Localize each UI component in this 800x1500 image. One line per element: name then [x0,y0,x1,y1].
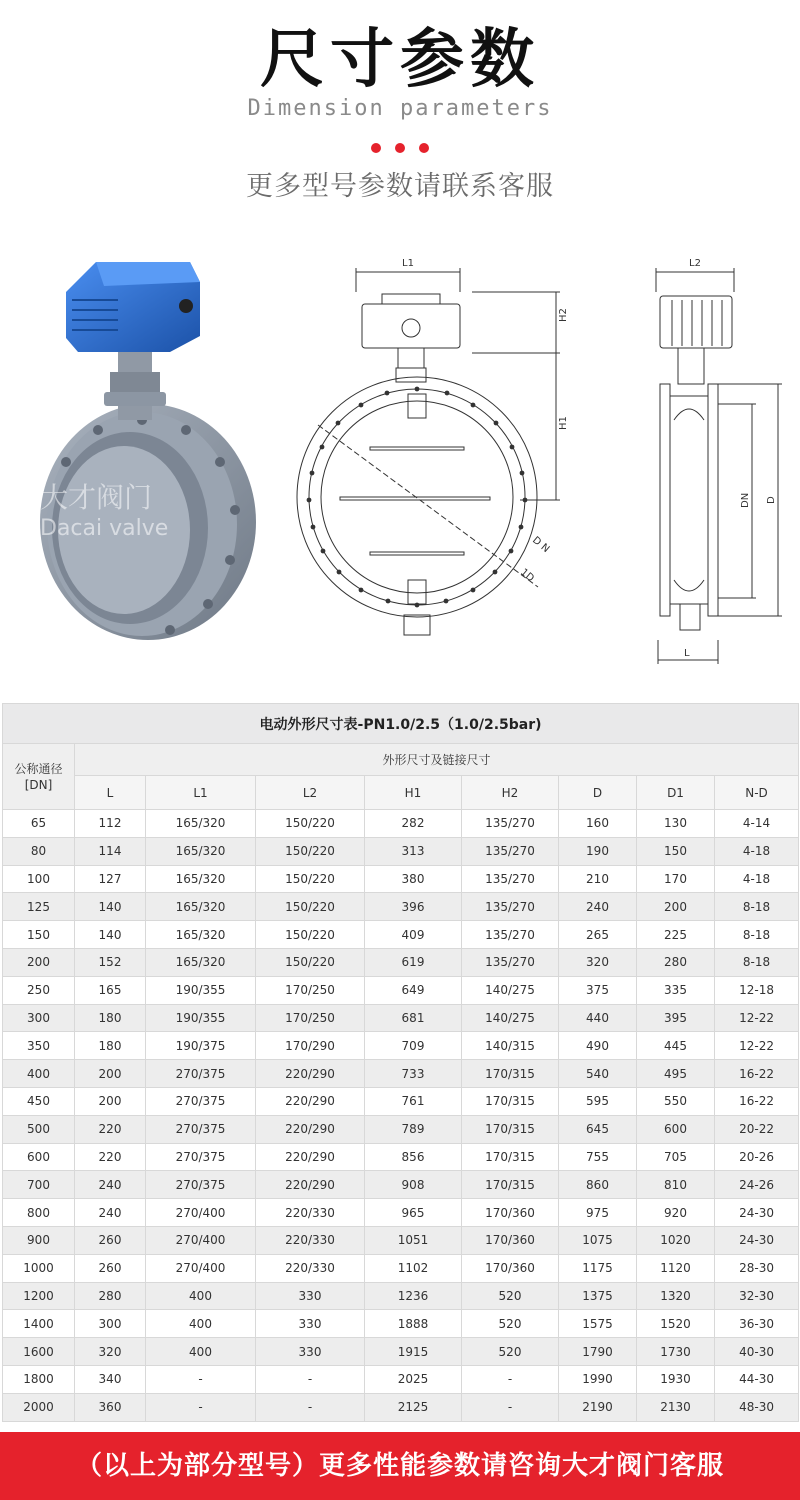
table-cell: 140/275 [462,976,559,1004]
side-actuator-outline [660,296,732,348]
table-cell: 165/320 [146,810,256,838]
table-group-header-row [3,744,799,776]
table-cell: 24-30 [715,1199,799,1227]
side-upper-seat [674,409,704,420]
diagonal-centerline [318,425,538,587]
table-cell: - [256,1393,365,1421]
table-cell: 4-14 [715,810,799,838]
table-cell: 300 [75,1310,146,1338]
table-cell: 270/375 [146,1087,256,1115]
table-row [3,865,799,893]
table-cell: - [146,1365,256,1393]
table-cell: 540 [559,1060,637,1088]
table-cell: - [462,1365,559,1393]
table-cell: 440 [559,1004,637,1032]
table-cell: 140/275 [462,1004,559,1032]
table-row [3,810,799,838]
table-cell: 240 [75,1199,146,1227]
table-cell: 140 [75,921,146,949]
table-cell: 409 [365,921,462,949]
table-row [3,1393,799,1421]
table-cell: 170/315 [462,1060,559,1088]
table-cell: 270/400 [146,1226,256,1254]
table-cell: 150/220 [256,948,365,976]
table-cell: 8-18 [715,893,799,921]
table-cell: 150/220 [256,810,365,838]
label-l2: L2 [689,258,701,269]
dn-cell: 80 [3,837,75,865]
table-cell: 260 [75,1226,146,1254]
table-cell: 12-22 [715,1004,799,1032]
table-cell: 908 [365,1171,462,1199]
table-cell: 48-30 [715,1393,799,1421]
table-cell: 16-22 [715,1060,799,1088]
dn-cell: 900 [3,1226,75,1254]
table-row [3,1143,799,1171]
group-header: 外形尺寸及链接尺寸 [75,744,799,776]
table-cell: 20-22 [715,1115,799,1143]
table-cell: 400 [146,1282,256,1310]
table-cell: 24-30 [715,1226,799,1254]
side-bottom-shaft [680,604,700,630]
table-cell: 619 [365,948,462,976]
table-cell: 490 [559,1032,637,1060]
table-cell: 270/375 [146,1060,256,1088]
dn-cell: 200 [3,948,75,976]
table-cell: 1175 [559,1254,637,1282]
table-cell: - [462,1393,559,1421]
table-row [3,976,799,1004]
table-cell: 4-18 [715,837,799,865]
bottom-stub-outline [404,615,430,635]
table-cell: 200 [75,1087,146,1115]
dimension-table-body [3,704,799,1422]
table-cell: 170/315 [462,1171,559,1199]
table-cell: 2125 [365,1393,462,1421]
actuator-outline [362,304,460,348]
disc-line-top [370,447,464,450]
table-cell: 320 [559,948,637,976]
column-header: L [75,776,146,810]
page-title: 尺寸参数 [260,23,540,97]
column-header: H1 [365,776,462,810]
table-cell: 160 [559,810,637,838]
table-cell: 649 [365,976,462,1004]
table-cell: 8-18 [715,921,799,949]
table-cell: 170/250 [256,976,365,1004]
table-cell: 755 [559,1143,637,1171]
table-cell: 150/220 [256,893,365,921]
table-cell: 520 [462,1282,559,1310]
table-cell: 330 [256,1310,365,1338]
table-cell: 135/270 [462,948,559,976]
table-cell: 1075 [559,1226,637,1254]
table-cell: 2130 [637,1393,715,1421]
table-cell: 180 [75,1004,146,1032]
actuator-top [96,262,200,286]
table-row [3,1115,799,1143]
dn-cell: 1800 [3,1365,75,1393]
table-cell: 225 [637,921,715,949]
label-dn: D N [530,534,552,556]
disc-line-middle [340,497,490,500]
dn-cell: 1600 [3,1338,75,1366]
table-cell: 135/270 [462,865,559,893]
table-cell: 280 [637,948,715,976]
table-cell: 150/220 [256,865,365,893]
table-cell: 135/270 [462,893,559,921]
side-stem-outline [678,348,704,384]
label-h2: H2 [558,308,569,322]
dn-cell: 350 [3,1032,75,1060]
table-cell: 130 [637,810,715,838]
dn-cell: 150 [3,921,75,949]
side-lower-seat [674,580,704,591]
table-cell: 170/360 [462,1199,559,1227]
table-cell: 375 [559,976,637,1004]
table-cell: 360 [75,1393,146,1421]
table-cell: 520 [462,1338,559,1366]
table-cell: 220 [75,1143,146,1171]
table-cell: 313 [365,837,462,865]
table-cell: 270/400 [146,1254,256,1282]
dn-cell: 65 [3,810,75,838]
label-side-l: L [684,648,690,659]
table-cell: 340 [75,1365,146,1393]
table-row [3,1171,799,1199]
table-cell: 220/290 [256,1060,365,1088]
dn-cell: 1200 [3,1282,75,1310]
table-cell: 396 [365,893,462,921]
table-cell: 220/330 [256,1199,365,1227]
label-l1: L1 [402,258,414,269]
table-cell: 220/290 [256,1115,365,1143]
table-cell: 40-30 [715,1338,799,1366]
side-flange-right [708,384,718,616]
decorative-dots [0,138,800,157]
dn-cell: 1400 [3,1310,75,1338]
watermark-cn: 大才阀门 [40,481,153,514]
table-cell: 180 [75,1032,146,1060]
table-cell: 140/315 [462,1032,559,1060]
table-cell: 210 [559,865,637,893]
table-cell: 282 [365,810,462,838]
table-cell: 1990 [559,1365,637,1393]
table-cell: 495 [637,1060,715,1088]
table-cell: 1520 [637,1310,715,1338]
table-cell: 1790 [559,1338,637,1366]
red-dot-icon [419,143,429,153]
table-cell: 170/315 [462,1115,559,1143]
table-row [3,1338,799,1366]
dn-cell: 125 [3,893,75,921]
table-row [3,1226,799,1254]
table-cell: 170/290 [256,1032,365,1060]
table-cell: 150 [637,837,715,865]
table-cell: 165/320 [146,893,256,921]
table-cell: 165/320 [146,921,256,949]
column-header: L1 [146,776,256,810]
side-actuator-fins [672,300,722,346]
table-cell: 681 [365,1004,462,1032]
neck-outline [396,368,426,382]
table-row [3,1282,799,1310]
table-cell: 135/270 [462,921,559,949]
page-header [0,0,800,240]
table-caption-row [3,704,799,744]
table-cell: 733 [365,1060,462,1088]
table-cell: 12-22 [715,1032,799,1060]
footer-banner: （以上为部分型号）更多性能参数请咨询大才阀门客服 [0,1432,800,1500]
table-cell: 1320 [637,1282,715,1310]
table-row [3,1032,799,1060]
table-cell: 36-30 [715,1310,799,1338]
table-cell: 395 [637,1004,715,1032]
front-view-drawing [297,268,560,635]
table-row [3,893,799,921]
dn-cell: 1000 [3,1254,75,1282]
table-cell: 320 [75,1338,146,1366]
table-cell: - [256,1365,365,1393]
column-header: H2 [462,776,559,810]
table-cell: 520 [462,1310,559,1338]
table-cell: 165/320 [146,948,256,976]
dn-cell: 100 [3,865,75,893]
top-flange [104,392,166,406]
table-cell: 114 [75,837,146,865]
table-cell: 761 [365,1087,462,1115]
table-cell: 1888 [365,1310,462,1338]
dn-header-line1: 公称通径 [14,761,63,776]
label-d1: 1D [518,566,536,585]
table-cell: 645 [559,1115,637,1143]
top-shaft-outline [408,394,426,418]
table-cell: 1020 [637,1226,715,1254]
table-cell: 112 [75,810,146,838]
table-cell: 8-18 [715,948,799,976]
table-cell: 270/400 [146,1199,256,1227]
table-cell: 975 [559,1199,637,1227]
table-row [3,1310,799,1338]
table-cell: 170/360 [462,1226,559,1254]
table-cell: 170/315 [462,1143,559,1171]
side-view-drawing [656,268,782,664]
dn-cell: 500 [3,1115,75,1143]
table-cell: 165/320 [146,865,256,893]
table-column-header-row [3,776,799,810]
dn-cell: 2000 [3,1393,75,1421]
table-cell: 16-22 [715,1087,799,1115]
dimension-table-container [2,703,798,1422]
table-cell: 220/330 [256,1226,365,1254]
dn-cell: 250 [3,976,75,1004]
table-cell: 1930 [637,1365,715,1393]
stem-bracket [110,372,160,394]
table-cell: 335 [637,976,715,1004]
table-cell: 550 [637,1087,715,1115]
label-side-d: D [766,496,777,504]
page-title-english: Dimension parameters [247,96,553,121]
actuator-knob-icon [179,299,193,313]
table-cell: 165 [75,976,146,1004]
dn-cell: 700 [3,1171,75,1199]
valve-photo [40,262,256,640]
table-cell: 330 [256,1338,365,1366]
dn-cell: 800 [3,1199,75,1227]
table-cell: 1575 [559,1310,637,1338]
table-row [3,1199,799,1227]
table-cell: 595 [559,1087,637,1115]
table-cell: 4-18 [715,865,799,893]
table-cell: 270/375 [146,1115,256,1143]
side-flange-left [660,384,670,616]
table-cell: 240 [559,893,637,921]
table-cell: 150/220 [256,921,365,949]
table-cell: 12-18 [715,976,799,1004]
column-header: D [559,776,637,810]
table-cell: 1236 [365,1282,462,1310]
table-cell: 856 [365,1143,462,1171]
dn-column-header [3,744,75,810]
column-header: N-D [715,776,799,810]
table-cell: 400 [146,1338,256,1366]
table-cell: 200 [637,893,715,921]
table-cell: 190/355 [146,1004,256,1032]
table-cell: 24-26 [715,1171,799,1199]
table-cell: 965 [365,1199,462,1227]
table-cell: 1375 [559,1282,637,1310]
table-cell: 190 [559,837,637,865]
column-header: L2 [256,776,365,810]
table-row [3,1365,799,1393]
label-side-dn: DN [740,492,751,508]
table-cell: 280 [75,1282,146,1310]
table-cell: 330 [256,1282,365,1310]
table-cell: 170/360 [462,1254,559,1282]
table-cell: 709 [365,1032,462,1060]
table-cell: 220/290 [256,1143,365,1171]
table-cell: 920 [637,1199,715,1227]
table-cell: 2025 [365,1365,462,1393]
table-cell: 165/320 [146,837,256,865]
table-cell: 220/290 [256,1087,365,1115]
table-row [3,1060,799,1088]
red-dot-icon [371,143,381,153]
table-cell: 152 [75,948,146,976]
table-cell: 860 [559,1171,637,1199]
table-cell: 140 [75,893,146,921]
table-cell: 170 [637,865,715,893]
table-row [3,837,799,865]
contact-subtitle: 更多型号参数请联系客服 [246,171,554,202]
table-cell: 28-30 [715,1254,799,1282]
table-cell: 789 [365,1115,462,1143]
table-cell: 170/250 [256,1004,365,1032]
actuator-cap-outline [382,294,440,304]
bottom-shaft-outline [408,580,426,604]
table-cell: 400 [146,1310,256,1338]
actuator-window [402,319,420,337]
label-h1: H1 [558,416,569,430]
table-row [3,1004,799,1032]
table-cell: 2190 [559,1393,637,1421]
disc-line-bottom [370,552,464,555]
dn-cell: 450 [3,1087,75,1115]
table-cell: 1102 [365,1254,462,1282]
table-cell: 220 [75,1115,146,1143]
side-body [670,396,708,604]
table-cell: 135/270 [462,837,559,865]
red-dot-icon [395,143,405,153]
table-cell: - [146,1393,256,1421]
table-cell: 1730 [637,1338,715,1366]
table-row [3,1254,799,1282]
table-cell: 600 [637,1115,715,1143]
column-header: D1 [637,776,715,810]
table-cell: 32-30 [715,1282,799,1310]
product-figure [0,240,800,690]
table-cell: 150/220 [256,837,365,865]
table-row [3,1087,799,1115]
table-cell: 1915 [365,1338,462,1366]
table-row [3,921,799,949]
table-cell: 220/330 [256,1254,365,1282]
table-cell: 127 [75,865,146,893]
table-cell: 270/375 [146,1171,256,1199]
table-cell: 1120 [637,1254,715,1282]
table-cell: 135/270 [462,810,559,838]
table-cell: 190/355 [146,976,256,1004]
table-cell: 445 [637,1032,715,1060]
table-caption: 电动外形尺寸表-PN1.0/2.5（1.0/2.5bar) [3,704,799,744]
watermark-en: Dacai valve [40,516,169,541]
dn-cell: 300 [3,1004,75,1032]
table-cell: 170/315 [462,1087,559,1115]
table-cell: 260 [75,1254,146,1282]
table-cell: 20-26 [715,1143,799,1171]
product-figure-svg [0,240,800,690]
table-cell: 220/290 [256,1171,365,1199]
table-cell: 1051 [365,1226,462,1254]
table-row [3,948,799,976]
table-cell: 44-30 [715,1365,799,1393]
dn-header-line2: [DN] [24,777,53,792]
stem-outline [398,348,424,368]
table-cell: 190/375 [146,1032,256,1060]
table-cell: 810 [637,1171,715,1199]
table-cell: 200 [75,1060,146,1088]
table-cell: 265 [559,921,637,949]
dn-cell: 600 [3,1143,75,1171]
table-cell: 705 [637,1143,715,1171]
dn-cell: 400 [3,1060,75,1088]
table-cell: 380 [365,865,462,893]
table-cell: 240 [75,1171,146,1199]
table-cell: 270/375 [146,1143,256,1171]
dimension-table [2,703,799,1422]
